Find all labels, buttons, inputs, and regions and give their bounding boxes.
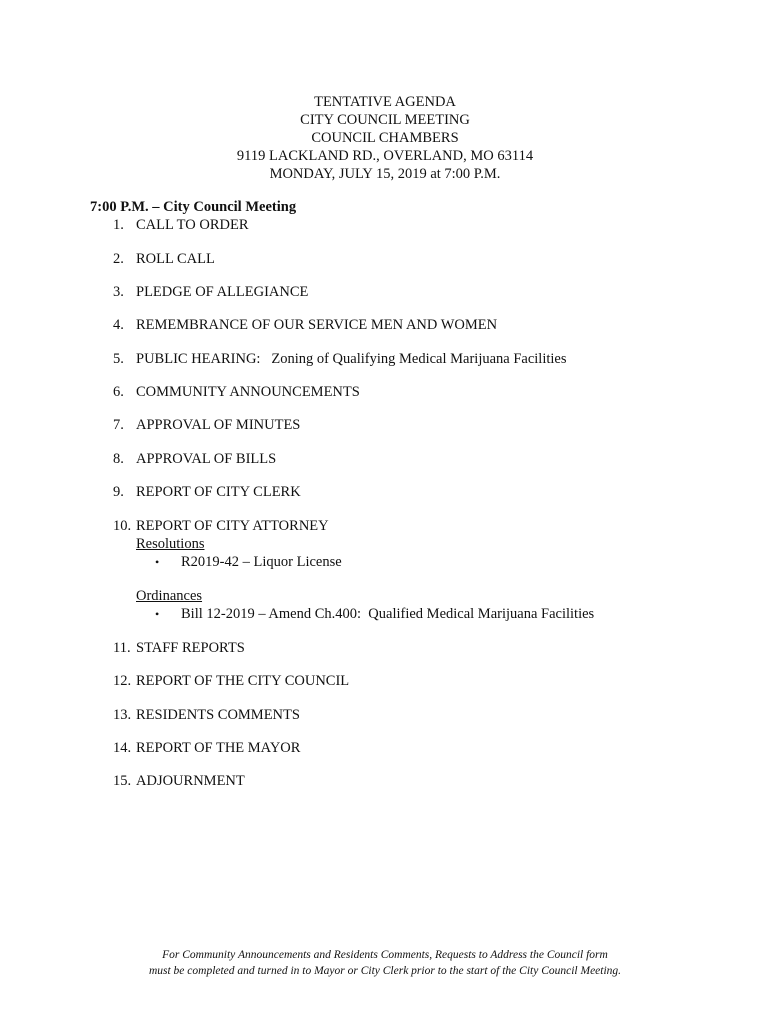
agenda-item-label: REPORT OF CITY ATTORNEY (136, 518, 329, 534)
agenda-item (113, 283, 308, 301)
agenda-item-label: ROLL CALL (136, 251, 215, 267)
bullet-icon: • (155, 607, 160, 621)
agenda-item-number: 1. (113, 217, 124, 233)
resolution-item-label: R2019-42 – Liquor License (181, 554, 342, 570)
agenda-item-label: RESIDENTS COMMENTS (136, 707, 300, 723)
agenda-item (113, 383, 360, 401)
agenda-item (113, 450, 276, 468)
agenda-item-label: COMMUNITY ANNOUNCEMENTS (136, 384, 360, 400)
agenda-item (113, 706, 300, 724)
agenda-item-label: ADJOURNMENT (136, 773, 245, 789)
agenda-item-label: STAFF REPORTS (136, 640, 245, 656)
agenda-item (113, 216, 249, 234)
agenda-item (113, 416, 300, 434)
ordinances-heading: Ordinances (136, 588, 203, 604)
agenda-item-number: 13. (113, 707, 132, 723)
agenda-item-number: 12. (113, 673, 132, 689)
agenda-header (0, 93, 770, 183)
agenda-item (113, 350, 567, 368)
agenda-item (113, 250, 215, 268)
header-date: MONDAY, JULY 15, 2019 at 7:00 P.M. (269, 166, 501, 182)
agenda-item-number: 9. (113, 484, 124, 500)
header-address: 9119 LACKLAND RD., OVERLAND, MO 63114 (236, 148, 534, 164)
agenda-item-label: PLEDGE OF ALLEGIANCE (136, 284, 309, 300)
resolutions-heading: Resolutions (136, 536, 205, 552)
agenda-item-number: 2. (113, 251, 124, 267)
footer-note-line: For Community Announcements and Residents Comments, Requests to Address the Council form (162, 949, 608, 961)
agenda-item-number: 11. (113, 640, 131, 656)
agenda-item (113, 739, 300, 757)
agenda-item-label: REPORT OF THE MAYOR (136, 740, 301, 756)
header-title: TENTATIVE AGENDA (314, 94, 456, 110)
agenda-item (113, 517, 329, 535)
agenda-item-label: REPORT OF THE CITY COUNCIL (136, 673, 350, 689)
agenda-item-number: 6. (113, 384, 124, 400)
agenda-item-number: 7. (113, 417, 124, 433)
agenda-item-label: APPROVAL OF BILLS (136, 451, 277, 467)
agenda-item-label: CALL TO ORDER (136, 217, 249, 233)
agenda-item-number: 4. (113, 317, 124, 333)
header-meeting-type: CITY COUNCIL MEETING (300, 112, 470, 128)
agenda-item (113, 483, 301, 501)
footer-note-line: must be completed and turned in to Mayor or City Clerk prior to the start of the City Council Meeting. (148, 965, 622, 977)
session-heading: 7:00 P.M. – City Council Meeting (90, 199, 297, 215)
ordinance-item (155, 605, 594, 623)
agenda-item-label: PUBLIC HEARING: Zoning of Qualifying Medical Marijuana Facilities (136, 351, 567, 367)
agenda-item-number: 5. (113, 351, 124, 367)
ordinance-item-label: Bill 12-2019 – Amend Ch.400: Qualified Medical Marijuana Facilities (181, 606, 595, 622)
footer-note (0, 947, 770, 979)
bullet-icon: • (155, 555, 160, 569)
agenda-item (113, 672, 349, 690)
agenda-item-number: 3. (113, 284, 124, 300)
agenda-item-label: REMEMBRANCE OF OUR SERVICE MEN AND WOMEN (136, 317, 498, 333)
agenda-item (113, 316, 497, 334)
header-location: COUNCIL CHAMBERS (311, 130, 459, 146)
agenda-item-label: APPROVAL OF MINUTES (136, 417, 301, 433)
resolution-item (155, 553, 342, 571)
agenda-item-number: 15. (113, 773, 132, 789)
agenda-item-number: 8. (113, 451, 124, 467)
agenda-item (113, 772, 245, 790)
agenda-item-number: 14. (113, 740, 132, 756)
agenda-item-label: REPORT OF CITY CLERK (136, 484, 301, 500)
agenda-item (113, 639, 245, 657)
agenda-item-number: 10. (113, 518, 132, 534)
